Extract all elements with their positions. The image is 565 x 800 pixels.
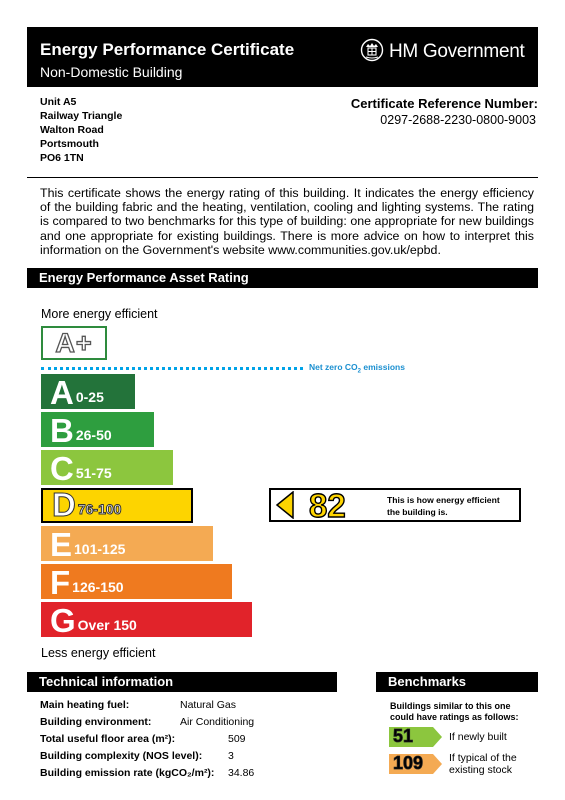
rating-indicator bbox=[269, 488, 521, 522]
band-range: 126-150 bbox=[72, 579, 124, 595]
tech-value: 3 bbox=[228, 750, 234, 762]
more-efficient-label: More energy efficient bbox=[41, 307, 158, 321]
technical-info-heading: Technical information bbox=[27, 672, 337, 692]
certificate-reference-label: Certificate Reference Number: bbox=[350, 96, 538, 111]
benchmarks-heading: Benchmarks bbox=[376, 672, 538, 692]
band-letter: B bbox=[50, 412, 74, 447]
aplus-label: A+ bbox=[55, 327, 93, 358]
benchmark-label-line: If typical of the bbox=[449, 752, 517, 764]
band-a bbox=[41, 374, 135, 409]
benchmarks-intro-line: Buildings similar to this one bbox=[390, 701, 511, 711]
benchmark-value: 109 bbox=[393, 753, 424, 773]
benchmark-value: 51 bbox=[393, 726, 414, 746]
band-c bbox=[41, 450, 173, 485]
tech-label: Building emission rate (kgCO₂/m²): bbox=[40, 767, 215, 779]
address-line: Railway Triangle bbox=[40, 110, 123, 122]
benchmark-label bbox=[449, 731, 507, 743]
band-range: 76-100 bbox=[77, 501, 122, 517]
band-letter: A bbox=[50, 374, 74, 409]
address-line: PO6 1TN bbox=[40, 152, 84, 164]
band-range: 101-125 bbox=[74, 541, 126, 557]
page-title: Energy Performance Certificate bbox=[40, 40, 295, 59]
net-zero-label-text: Net zero CO bbox=[309, 362, 358, 372]
band-letter: F bbox=[50, 564, 71, 599]
aplus-band bbox=[41, 326, 107, 360]
rating-arrow-icon bbox=[273, 491, 303, 519]
benchmark-label-line: If newly built bbox=[449, 731, 507, 743]
band-letter: C bbox=[50, 450, 74, 485]
tech-label: Total useful floor area (m²): bbox=[40, 733, 176, 745]
tech-value: Air Conditioning bbox=[180, 716, 255, 728]
net-zero-label-subscript: 2 bbox=[357, 368, 361, 375]
tech-value: 34.86 bbox=[228, 767, 255, 779]
less-efficient-label: Less energy efficient bbox=[41, 646, 156, 660]
band-e bbox=[41, 526, 213, 561]
rating-value: 82 bbox=[309, 487, 346, 524]
certificate-reference-number: 0297-2688-2230-0800-9003 bbox=[380, 113, 536, 127]
asset-rating-heading: Energy Performance Asset Rating bbox=[27, 268, 538, 288]
page-subtitle: Non-Domestic Building bbox=[40, 64, 183, 80]
certificate-header bbox=[27, 27, 538, 87]
net-zero-label-suffix: emissions bbox=[361, 362, 405, 372]
address-line: Unit A5 bbox=[40, 96, 77, 108]
benchmark-label-line: existing stock bbox=[449, 764, 513, 776]
tech-label: Building complexity (NOS level): bbox=[40, 750, 203, 762]
tech-label: Main heating fuel: bbox=[40, 699, 130, 711]
tech-value: Natural Gas bbox=[180, 699, 237, 711]
band-g bbox=[41, 602, 252, 637]
address-line: Walton Road bbox=[40, 124, 104, 136]
rating-description-line: the building is. bbox=[387, 506, 448, 517]
tech-value: 509 bbox=[228, 733, 246, 745]
intro-paragraph: This certificate shows the energy rating of this building. It indicates the energy efficiency of the building fabric and the heating, ventilation, cooling and lighting systems. The rating is compared to two benchmarks for this type of building: one appropriate for new buildings and one appropriate for existing buildings. There is more advice on how to interpret this information on the Government's website www.communities.gov.uk/epbd. bbox=[40, 186, 534, 257]
benchmarks-intro bbox=[390, 701, 519, 723]
band-range: 0-25 bbox=[75, 389, 104, 405]
address-line: Portsmouth bbox=[40, 138, 99, 150]
band-letter: G bbox=[50, 602, 76, 637]
band-b bbox=[41, 412, 154, 447]
band-range: 51-75 bbox=[75, 465, 112, 481]
hm-government-text: HM Government bbox=[389, 41, 525, 62]
band-letter: E bbox=[50, 526, 73, 561]
band-range: 26-50 bbox=[75, 427, 112, 443]
rating-description bbox=[387, 495, 500, 518]
band-range: Over 150 bbox=[77, 617, 137, 633]
net-zero-label bbox=[309, 362, 405, 375]
band-d bbox=[41, 488, 193, 523]
net-zero-dotted-line bbox=[41, 367, 303, 370]
benchmark-label bbox=[449, 752, 517, 776]
divider bbox=[27, 177, 538, 178]
hm-government-logo bbox=[360, 39, 524, 65]
rating-description-line: This is how energy efficient bbox=[387, 495, 500, 505]
tech-label: Building environment: bbox=[40, 716, 152, 728]
royal-crest-icon bbox=[360, 38, 384, 67]
band-letter: D bbox=[52, 488, 76, 523]
benchmarks-intro-line: could have ratings as follows: bbox=[390, 712, 519, 722]
band-f bbox=[41, 564, 232, 599]
